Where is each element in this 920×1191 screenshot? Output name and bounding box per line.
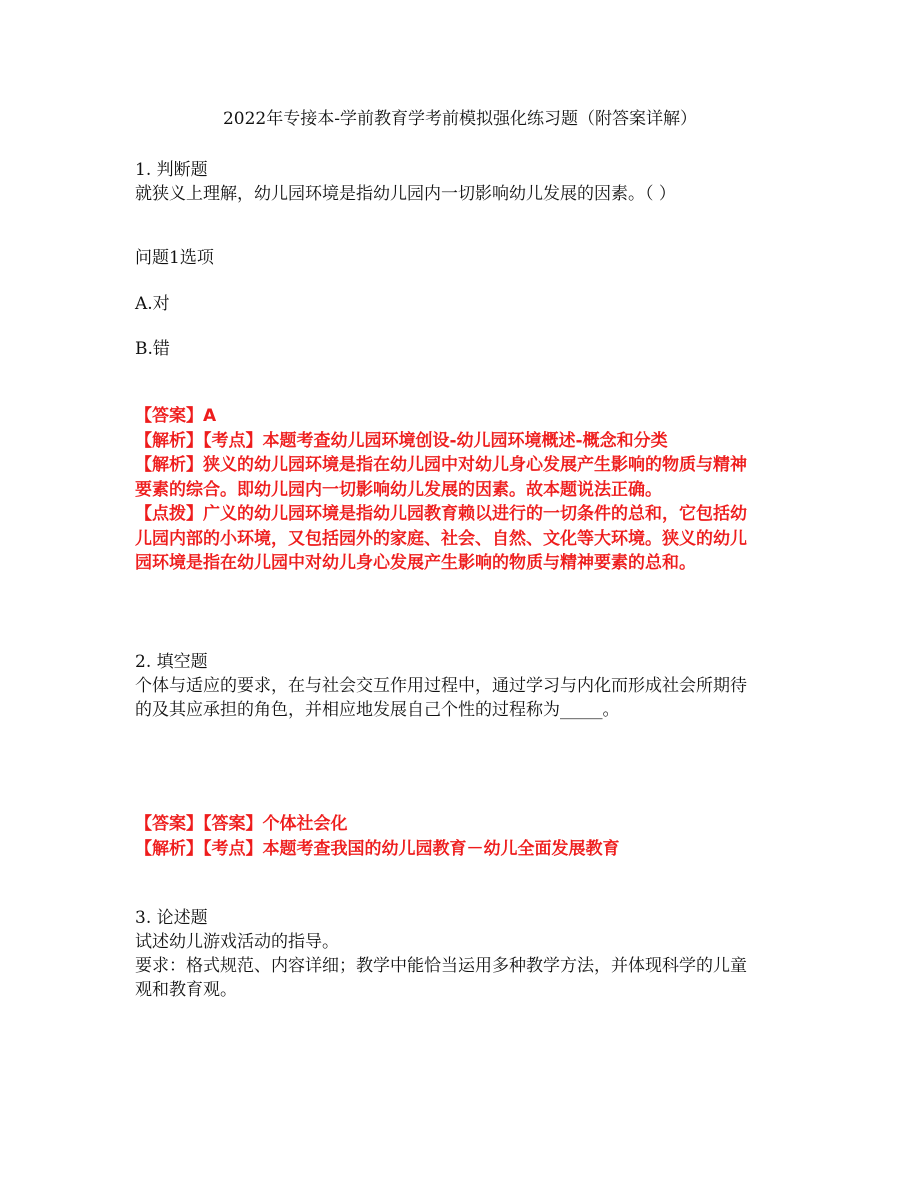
question-3 bbox=[135, 906, 795, 1002]
question-3-stem-line: 要求：格式规范、内容详细；教学中能恰当运用多种教学方法，并体现科学的儿童 bbox=[135, 956, 747, 976]
question-1-options-label: 问题1选项 bbox=[135, 248, 214, 268]
question-1-answer bbox=[135, 404, 795, 576]
question-1-option-b: B.错 bbox=[135, 339, 170, 359]
question-1-stem: 就狭义上理解，幼儿园环境是指幼儿园内一切影响幼儿发展的因素。（ ） bbox=[135, 184, 676, 204]
question-2-stem-line: 的及其应承担的角色，并相应地发展自己个性的过程称为_____。 bbox=[135, 700, 620, 720]
analysis-line: 【解析】狭义的幼儿园环境是指在幼儿园中对幼儿身心发展产生影响的物质与精神 bbox=[135, 455, 747, 475]
analysis-topic-line: 【解析】【考点】本题考查幼儿园环境创设-幼儿园环境概述-概念和分类 bbox=[135, 430, 668, 451]
question-3-stem-line: 试述幼儿游戏活动的指导。 bbox=[135, 932, 339, 952]
tip-line: 园环境是指在幼儿园中对幼儿身心发展产生影响的物质与精神要素的总和。 bbox=[135, 553, 696, 573]
tip-line: 【点拨】广义的幼儿园环境是指幼儿园教育赖以进行的一切条件的总和，它包括幼 bbox=[135, 504, 747, 524]
answer-line: 【答案】A bbox=[135, 406, 217, 426]
question-1 bbox=[135, 158, 795, 206]
question-3-stem-line: 观和教育观。 bbox=[135, 980, 237, 1000]
question-2-heading: 2. 填空题 bbox=[135, 652, 208, 672]
document-title: 2022年专接本-学前教育学考前模拟强化练习题（附答案详解） bbox=[222, 109, 697, 129]
question-2 bbox=[135, 650, 795, 722]
question-1-option-a: A.对 bbox=[135, 294, 170, 314]
question-2-stem-line: 个体与适应的要求，在与社会交互作用过程中，通过学习与内化而形成社会所期待 bbox=[135, 676, 747, 696]
question-3-heading: 3. 论述题 bbox=[135, 908, 208, 928]
tip-line: 儿园内部的小环境，又包括园外的家庭、社会、自然、文化等大环境。狭义的幼儿 bbox=[135, 528, 747, 549]
answer-line: 【答案】【答案】个体社会化 bbox=[135, 814, 348, 834]
question-1-heading: 1. 判断题 bbox=[135, 160, 208, 180]
analysis-line: 要素的综合。即幼儿园内一切影响幼儿发展的因素。故本题说法正确。 bbox=[135, 479, 662, 500]
analysis-topic-line: 【解析】【考点】本题考查我国的幼儿园教育－幼儿全面发展教育 bbox=[135, 838, 620, 859]
question-2-answer bbox=[135, 812, 795, 861]
